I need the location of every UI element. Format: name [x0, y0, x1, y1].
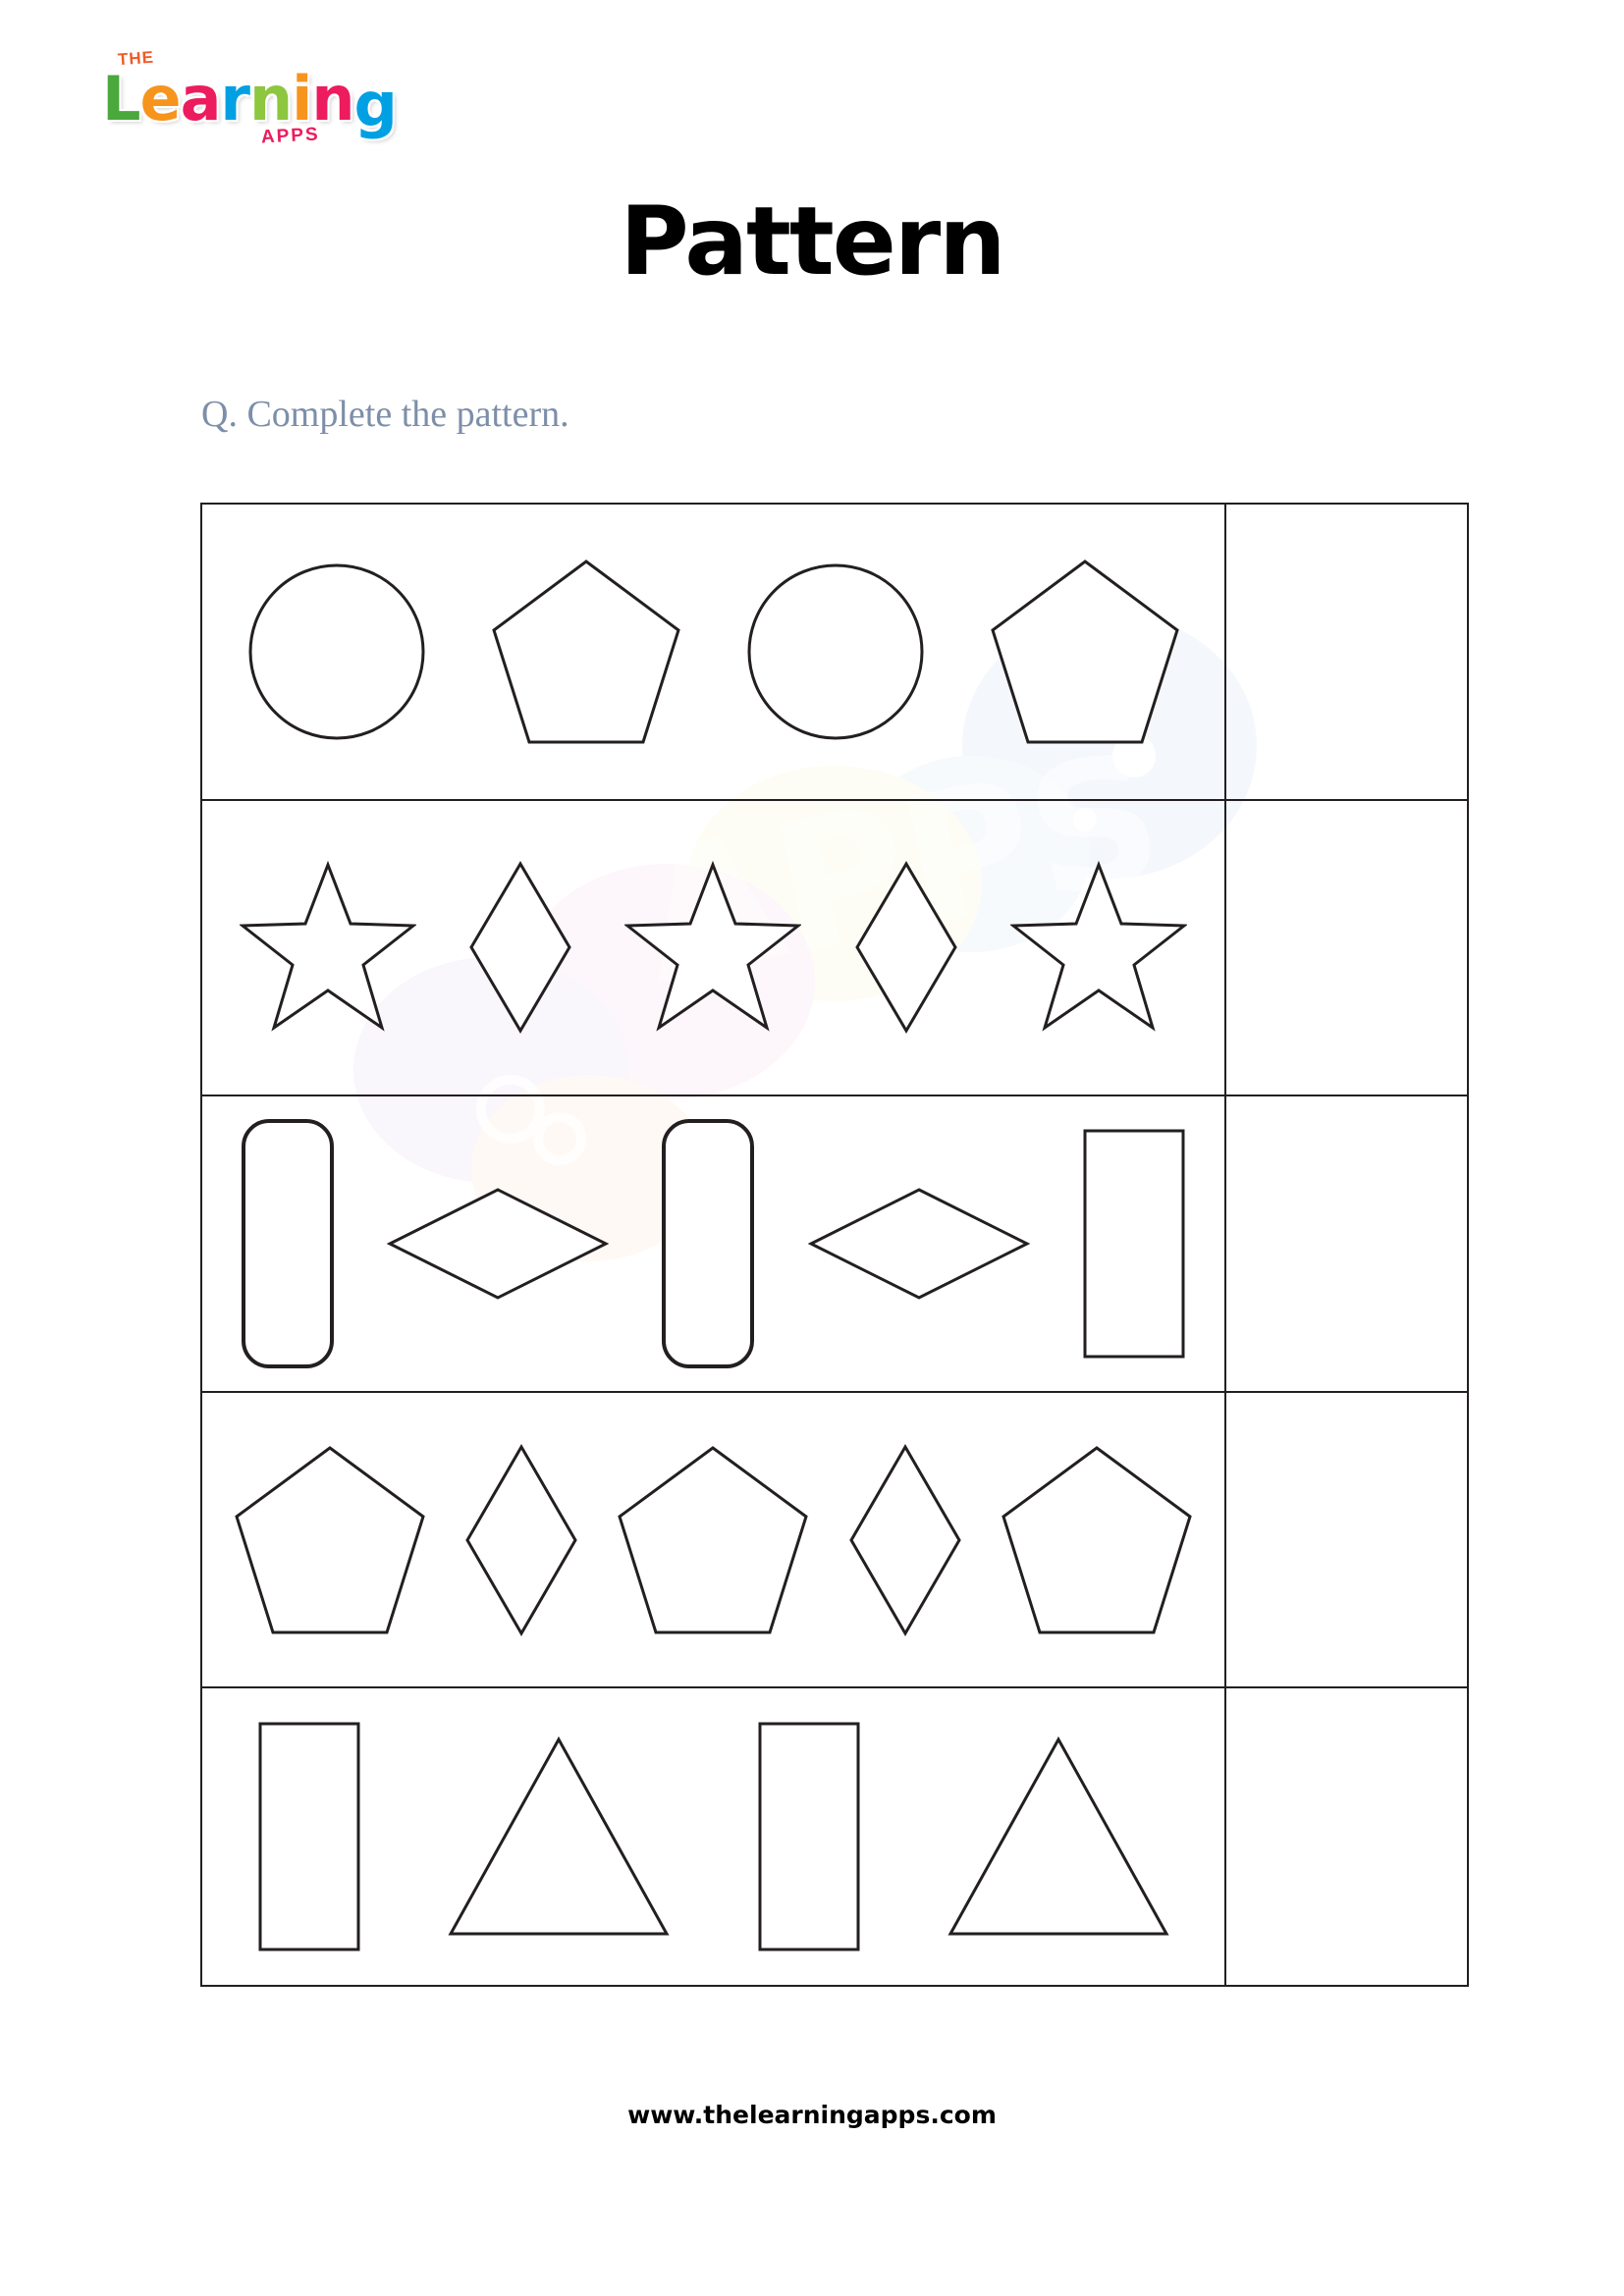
shape-star	[624, 859, 801, 1036]
shape-diamond	[466, 859, 574, 1036]
logo-apps-text: APPS	[260, 124, 321, 148]
answer-box-row-2[interactable]	[1226, 801, 1467, 1095]
pattern-sequence-row-3	[202, 1096, 1226, 1391]
shape-rectangle	[255, 1719, 363, 1954]
question-prompt: Q. Complete the pattern.	[201, 394, 569, 435]
shape-diamond	[806, 1185, 1032, 1303]
shape-diamond	[852, 859, 960, 1036]
pattern-sequence-row-4	[202, 1393, 1226, 1687]
site-logo	[96, 47, 397, 160]
shape-diamond	[846, 1442, 964, 1638]
shape-pentagon	[488, 554, 684, 750]
logo-the-text: THE	[117, 47, 155, 70]
table-row	[202, 1393, 1467, 1689]
table-row	[202, 505, 1467, 801]
svg-text:APPS: APPS	[623, 713, 1179, 1024]
pattern-table	[200, 503, 1469, 1987]
shape-rectangle	[755, 1719, 863, 1954]
shape-pentagon	[232, 1442, 428, 1638]
pattern-sequence-row-5	[202, 1688, 1226, 1985]
shape-triangle	[446, 1734, 672, 1940]
table-row	[202, 801, 1467, 1097]
shape-rounded-rectangle	[659, 1116, 757, 1371]
table-row	[202, 1096, 1467, 1393]
answer-box-row-4[interactable]	[1226, 1393, 1467, 1687]
page-title: Pattern	[620, 187, 1004, 296]
pattern-sequence-row-2	[202, 801, 1226, 1095]
shape-pentagon	[999, 1442, 1195, 1638]
answer-box-row-3[interactable]	[1226, 1096, 1467, 1391]
shape-pentagon	[987, 554, 1183, 750]
shape-star	[1010, 859, 1187, 1036]
shape-star	[240, 859, 416, 1036]
shape-triangle	[946, 1734, 1171, 1940]
shape-diamond	[385, 1185, 611, 1303]
shape-diamond	[462, 1442, 580, 1638]
shape-pentagon	[615, 1442, 811, 1638]
logo-main-text: Learning	[102, 63, 397, 140]
answer-box-row-1[interactable]	[1226, 505, 1467, 799]
table-row	[202, 1688, 1467, 1985]
shape-circle	[742, 559, 929, 745]
pattern-sequence-row-1	[202, 505, 1226, 799]
shape-circle	[244, 559, 430, 745]
answer-box-row-5[interactable]	[1226, 1688, 1467, 1985]
shape-rectangle	[1080, 1126, 1188, 1362]
footer-website: www.thelearningapps.com	[627, 2101, 997, 2129]
shape-rounded-rectangle	[239, 1116, 337, 1371]
